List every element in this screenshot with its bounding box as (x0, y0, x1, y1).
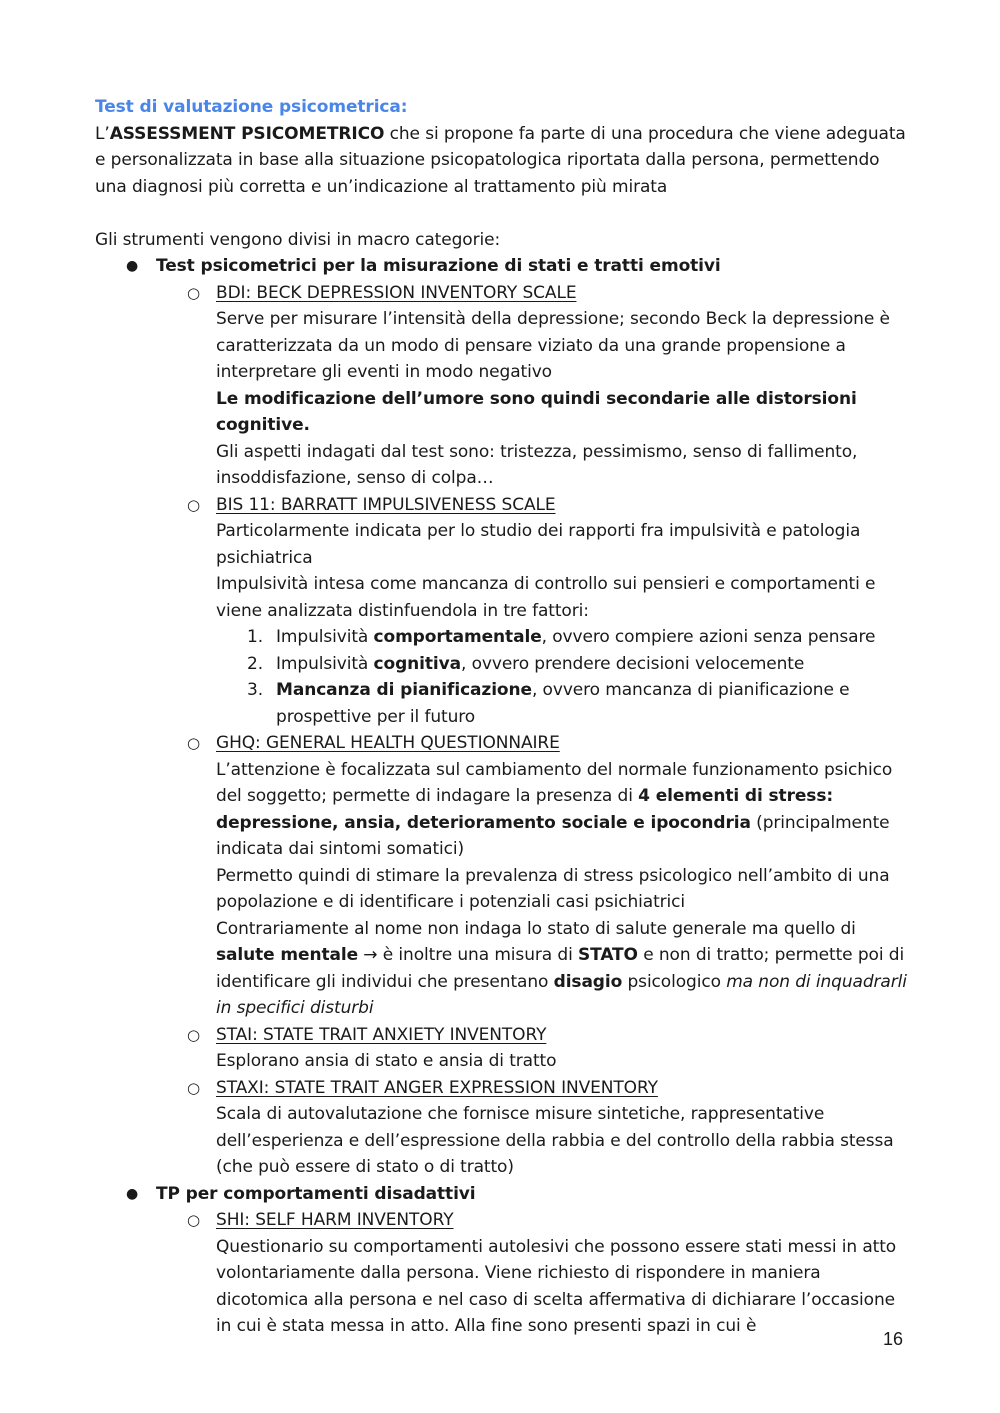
test-title: STAI: STATE TRAIT ANXIETY INVENTORY (216, 1024, 547, 1045)
page-content (95, 94, 910, 1340)
test-description (216, 916, 910, 1022)
intro-text: che si propone fa parte di una procedura che viene adeguata e personalizzata in base alla situazione psicopatologica riportata dalla persona, permettendo una diagnosi più corretta e un’indicazione al trattamento più mirata (95, 123, 906, 197)
category-title: Test psicometrici per la misurazione di stati e tratti emotivi (156, 256, 721, 276)
circle-bullet-icon: ○ (187, 1211, 200, 1229)
factor-bold: Mancanza di pianificazione (276, 680, 532, 700)
category-item (95, 1181, 910, 1340)
circle-bullet-icon: ○ (187, 1078, 200, 1097)
factor-list (216, 624, 910, 730)
factor-number: 2. (247, 653, 264, 674)
bullet-icon: ● (126, 258, 139, 274)
text-run: Contrariamente al nome non indaga lo stato di salute generale ma quello di (216, 918, 856, 939)
test-description: Particolarmente indicata per lo studio dei rapporti fra impulsività e patologia psichiatrica (216, 521, 861, 568)
section-heading: Test di valutazione psicometrica: (95, 97, 408, 117)
text-run: L’attenzione è focalizzata sul cambiamento del normale funzionamento psichico del soggetto; permette di indagare la presenza di (216, 759, 893, 806)
test-description: Permetto quindi di stimare la prevalenza di stress psicologico nell’ambito di una popolazione e di identificare i potenziali casi psichiatrici (216, 865, 890, 912)
categories-intro: Gli strumenti vengono divisi in macro categorie: (95, 229, 501, 250)
test-description: Esplorano ansia di stato e ansia di tratto (216, 1051, 557, 1071)
test-item-shi (156, 1207, 910, 1340)
bold-run: salute mentale (216, 945, 358, 965)
factor-text: , ovvero compiere azioni senza pensare (541, 627, 876, 647)
test-title: BDI: BECK DEPRESSION INVENTORY SCALE (216, 282, 577, 303)
text-run: psicologico (622, 971, 727, 992)
factor-number: 1. (247, 627, 264, 647)
circle-bullet-icon: ○ (187, 495, 200, 514)
test-bold-statement: Le modificazione dell’umore sono quindi secondarie alle distorsioni cognitive. (216, 388, 857, 435)
test-description: Impulsività intesa come mancanza di controllo sui pensieri e comportamenti e viene analizzata distinfuendola in tre fattori: (216, 574, 876, 621)
factor-item (216, 624, 910, 651)
factor-bold: comportamentale (373, 627, 542, 647)
factor-text: Impulsività (276, 653, 374, 674)
italic-run: ma non di inquadrarli in specifici disturbi (216, 971, 907, 1018)
circle-bullet-icon: ○ (187, 1025, 200, 1044)
category-list (95, 253, 910, 1340)
test-title: SHI: SELF HARM INVENTORY (216, 1210, 454, 1230)
factor-bold: cognitiva (373, 653, 461, 674)
test-description: Serve per misurare l’intensità della depressione; secondo Beck la depressione è caratterizzata da un modo di pensare viziato da una grande propensione a interpretare gli eventi in modo negativo (216, 309, 890, 382)
bold-run: STATO (578, 945, 638, 965)
test-description: Scala di autovalutazione che fornisce misure sintetiche, rappresentative dell’esperienza e dell’espressione della rabbia e del controllo della rabbia stessa (che può essere di stato o di tratto) (216, 1104, 894, 1177)
test-item-stai (156, 1022, 910, 1075)
intro-paragraph (95, 121, 910, 201)
bold-run: 4 elementi di stress: depressione, ansia, deterioramento sociale e ipocondria (216, 786, 834, 833)
test-title: GHQ: GENERAL HEALTH QUESTIONNAIRE (216, 733, 560, 753)
page-number: 16 (882, 1329, 903, 1349)
test-item-bis (156, 492, 910, 731)
test-item-staxi (156, 1075, 910, 1181)
intro-bold-term: ASSESSMENT PSICOMETRICO (109, 123, 385, 144)
bold-run: disagio (553, 971, 623, 992)
blank-line (95, 200, 910, 227)
factor-text: Impulsività (276, 627, 374, 647)
text-run: (principalmente indicata dai sintomi somatici) (216, 812, 890, 859)
factor-text: , ovvero mancanza di pianificazione e prospettive per il futuro (276, 680, 850, 727)
test-list (156, 280, 910, 1181)
test-item-bdi (156, 280, 910, 492)
test-description (216, 757, 910, 863)
test-title: STAXI: STATE TRAIT ANGER EXPRESSION INVENTORY (216, 1077, 658, 1098)
test-title: BIS 11: BARRATT IMPULSIVENESS SCALE (216, 494, 556, 515)
test-description: Questionario su comportamenti autolesivi che possono essere stati messi in atto volontariamente dalla persona. Viene richiesto di rispondere in maniera dicotomica alla persona e nel caso di scelta affermativa di dichiarare l’occasione in cui è stata messa in atto. Alla fine sono presenti spazi in cui è (216, 1236, 897, 1336)
test-item-ghq (156, 730, 910, 1022)
circle-bullet-icon: ○ (187, 283, 200, 302)
category-title: TP per comportamenti disadattivi (156, 1183, 476, 1204)
category-item (95, 253, 910, 1181)
text-run: → è inoltre una misura di (358, 945, 578, 965)
factor-text: , ovvero prendere decisioni velocemente (460, 653, 805, 674)
intro-prefix: L’ (95, 123, 110, 144)
bullet-icon: ● (126, 1185, 139, 1202)
text-run: e non di tratto; permette poi di identificare gli individui che presentano (216, 945, 905, 992)
factor-item (216, 651, 910, 678)
factor-item (216, 677, 910, 730)
test-description: Gli aspetti indagati dal test sono: tristezza, pessimismo, senso di fallimento, insoddisfazione, senso di colpa… (216, 441, 858, 488)
circle-bullet-icon: ○ (187, 734, 200, 752)
factor-number: 3. (247, 680, 264, 700)
test-list (156, 1207, 910, 1340)
